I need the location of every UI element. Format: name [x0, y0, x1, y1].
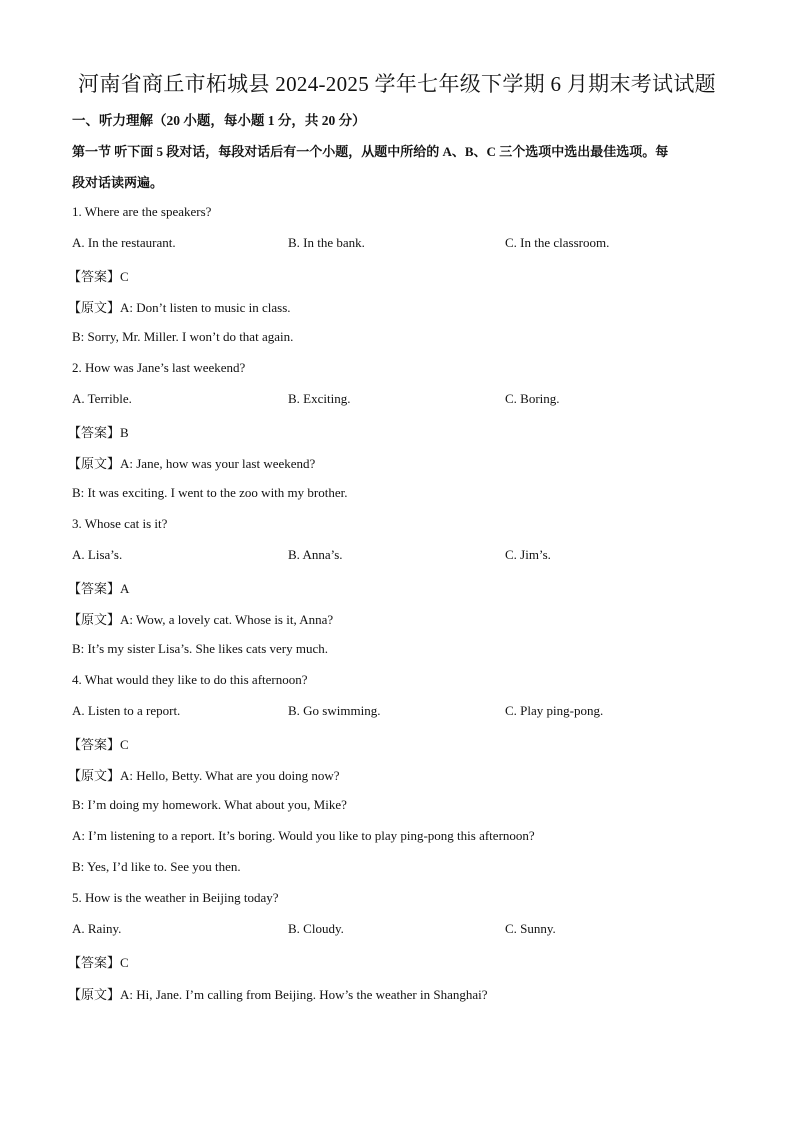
- question-5-answer: 【答案】C: [68, 955, 129, 970]
- question-3-transcript-line-2: B: It’s my sister Lisa’s. She likes cats very much.: [72, 641, 328, 656]
- question-1-option-a: A. In the restaurant.: [72, 235, 176, 250]
- instruction-line-1: 第一节 听下面 5 段对话，每段对话后有一个小题，从题中所给的 A、B、C 三个选项中选出最佳选项。每: [72, 144, 669, 159]
- question-3-option-c: C. Jim’s.: [505, 547, 551, 562]
- question-4-transcript-line-2: B: I’m doing my homework. What about you, Mike?: [72, 797, 347, 812]
- question-2-transcript-line-2: B: It was exciting. I went to the zoo with my brother.: [72, 485, 348, 500]
- question-5-transcript-line-1: 【原文】A: Hi, Jane. I’m calling from Beijing. How’s the weather in Shanghai?: [68, 987, 488, 1002]
- question-2-option-a: A. Terrible.: [72, 391, 132, 406]
- question-3-option-a: A. Lisa’s.: [72, 547, 123, 562]
- question-2-transcript-line-1: 【原文】A: Jane, how was your last weekend?: [68, 456, 316, 471]
- question-5-option-c: C. Sunny.: [505, 921, 556, 936]
- question-4-text: 4. What would they like to do this afternoon?: [72, 672, 308, 687]
- question-1-text: 1. Where are the speakers?: [72, 204, 212, 219]
- question-4-option-c: C. Play ping-pong.: [505, 703, 604, 718]
- question-1-transcript-line-2: B: Sorry, Mr. Miller. I won’t do that again.: [72, 329, 294, 344]
- question-3-option-b: B. Anna’s.: [288, 547, 343, 562]
- document-title: 河南省商丘市柘城县 2024-2025 学年七年级下学期 6 月期末考试试题: [78, 72, 716, 96]
- question-5-text: 5. How is the weather in Beijing today?: [72, 890, 279, 905]
- question-4-transcript-line-4: B: Yes, I’d like to. See you then.: [72, 859, 241, 874]
- question-4-transcript-line-1: 【原文】A: Hello, Betty. What are you doing now?: [68, 768, 340, 783]
- question-4-transcript-line-3: A: I’m listening to a report. It’s boring. Would you like to play ping-pong this afternoon?: [72, 828, 535, 843]
- question-4-answer: 【答案】C: [68, 737, 129, 752]
- question-2-answer: 【答案】B: [68, 425, 129, 440]
- question-2-option-c: C. Boring.: [505, 391, 560, 406]
- instruction-line-2: 段对话读两遍。: [72, 175, 164, 190]
- question-2-option-b: B. Exciting.: [288, 391, 351, 406]
- question-4-option-b: B. Go swimming.: [288, 703, 381, 718]
- question-2-text: 2. How was Jane’s last weekend?: [72, 360, 246, 375]
- question-1-transcript-line-1: 【原文】A: Don’t listen to music in class.: [68, 300, 291, 315]
- question-1-option-b: B. In the bank.: [288, 235, 365, 250]
- question-3-answer: 【答案】A: [68, 581, 130, 596]
- question-1-option-c: C. In the classroom.: [505, 235, 610, 250]
- question-5-option-a: A. Rainy.: [72, 921, 122, 936]
- question-4-option-a: A. Listen to a report.: [72, 703, 181, 718]
- question-3-text: 3. Whose cat is it?: [72, 516, 168, 531]
- question-3-transcript-line-1: 【原文】A: Wow, a lovely cat. Whose is it, Anna?: [68, 612, 334, 627]
- section-heading: 一、听力理解（20 小题，每小题 1 分，共 20 分）: [72, 113, 366, 128]
- question-5-option-b: B. Cloudy.: [288, 921, 344, 936]
- question-1-answer: 【答案】C: [68, 269, 129, 284]
